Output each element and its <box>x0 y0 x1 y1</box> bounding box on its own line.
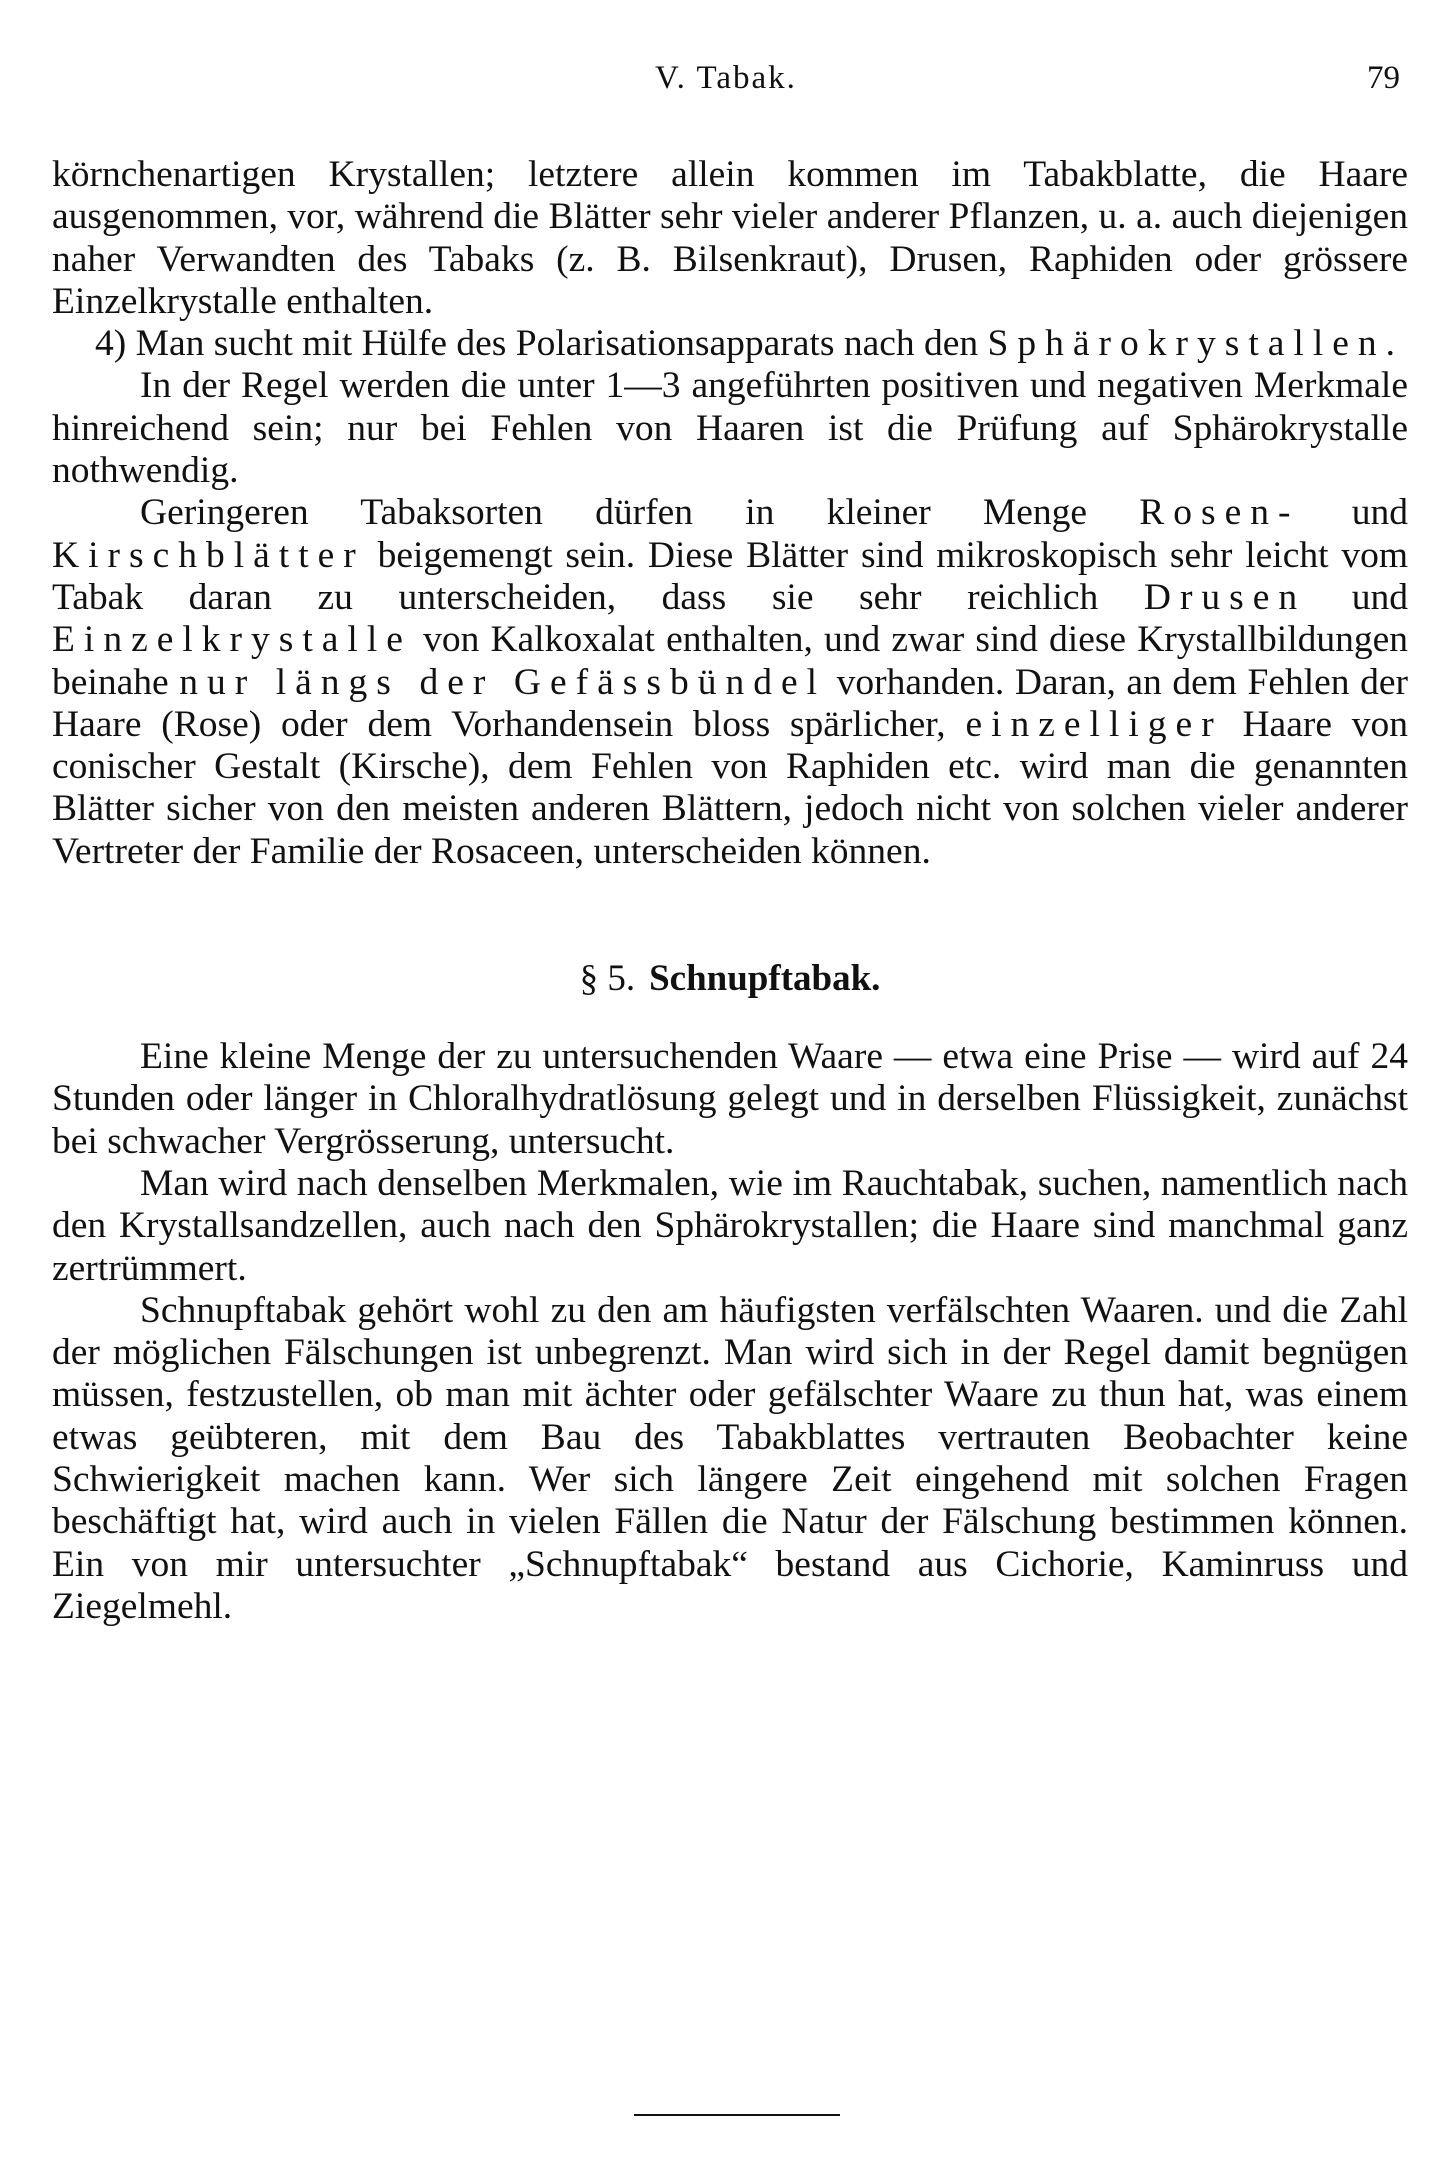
running-head: V. Tabak. <box>655 60 797 96</box>
text-run: und <box>1351 492 1408 534</box>
section-title: Schnupftabak. <box>649 958 881 1000</box>
paragraph-features: Man wird nach denselben Merkmalen, wie im Rauchtabak, suchen, namentlich nach den Krystallsandzellen, auch nach den Sphärokrystallen; die Haare sind manchmal ganz zertrümmert. <box>52 1162 1408 1289</box>
body-text <box>52 154 1408 1628</box>
section-number: § 5. <box>579 958 636 1000</box>
emphasis-text: nur längs der Gefässbündel <box>179 661 827 703</box>
emphasis-text: einzelliger <box>965 703 1223 745</box>
list-item-text-end: . <box>1385 323 1396 365</box>
footer-rule <box>634 2114 840 2116</box>
text-run: vorhanden. Daran, an dem Fehlen der Haare (Rose) oder dem Vorhandensein bloss spärlicher, <box>52 661 1409 745</box>
paragraph-admixtures <box>52 492 1408 873</box>
paragraph-crystals: körnchenartigen Krystallen; letztere allein kommen im Tabakblatte, die Haare ausgenommen, vor, während die Blätter sehr vieler anderer Pflanzen, u. a. auch diejenigen naher Verwandten des Tabaks (z. B. Bilsenkraut), Drusen, Raphiden oder grössere Einzelkrystalle enthalten. <box>52 154 1408 322</box>
list-item-4 <box>52 323 1408 365</box>
list-item-number: 4) <box>95 323 127 365</box>
list-item-text: Man sucht mit Hülfe des Polarisationsapparats nach den <box>135 323 979 365</box>
paragraph-rule: In der Regel werden die unter 1—3 angeführten positiven und negativen Merkmale hinreichend sein; nur bei Fehlen von Haaren ist die Prüfung auf Sphärokrystalle nothwendig. <box>52 365 1408 492</box>
page-number: 79 <box>1367 60 1400 96</box>
text-run: von Kalkoxalat enthalten, und zwar sind diese Krystallbildungen beinahe <box>52 619 1409 703</box>
text-run: beigemengt sein. Diese Blätter sind mikroskopisch sehr leicht vom Tabak daran zu unterscheiden, dass sie sehr reichlich <box>52 534 1408 618</box>
emphasis-text: Kirschblätter <box>52 534 365 576</box>
section-heading <box>52 956 1408 1002</box>
text-run: Geringeren Tabaksorten dürfen in kleiner Menge <box>140 492 1088 534</box>
paragraph-method: Eine kleine Menge der zu untersuchenden Waare — etwa eine Prise — wird auf 24 Stunden oder länger in Chloralhydratlösung gelegt und in derselben Flüssigkeit, zunächst bei schwacher Vergrösserung, untersucht. <box>52 1036 1408 1162</box>
emphasis-text: Sphärokrystallen <box>987 323 1386 365</box>
paragraph-adulteration: Schnupftabak gehört wohl zu den am häufigsten verfälschten Waaren. und die Zahl der möglichen Fälschungen ist unbegrenzt. Man wird sich in der Regel damit begnügen müssen, festzustellen, ob man mit ächter oder gefälschter Waare zu thun hat, was einem etwas geübteren, mit dem Bau des Tabakblattes vertrauten Beobachter keine Schwierigkeit machen kann. Wer sich längere Zeit eingehend mit solchen Fragen beschäftigt hat, wird auch in vielen Fällen die Natur der Fälschung bestimmen können. Ein von mir untersuchter „Schnupftabak“ bestand aus Cichorie, Kaminruss und Ziegelmehl. <box>52 1289 1408 1627</box>
text-run: und <box>1351 576 1408 618</box>
text-run: Haare von conischer Gestalt (Kirsche), dem Fehlen von Raphiden etc. wird man die genannten Blätter sicher von den meisten anderen Blättern, jedoch nicht von solchen vieler anderer Vertreter der Familie der Rosaceen, unterscheiden können. <box>52 703 1408 872</box>
page-header <box>52 60 1400 110</box>
emphasis-text: Einzelkrystalle <box>52 619 412 661</box>
emphasis-text: Drusen <box>1143 576 1307 618</box>
emphasis-text: Rosen- <box>1139 492 1300 534</box>
